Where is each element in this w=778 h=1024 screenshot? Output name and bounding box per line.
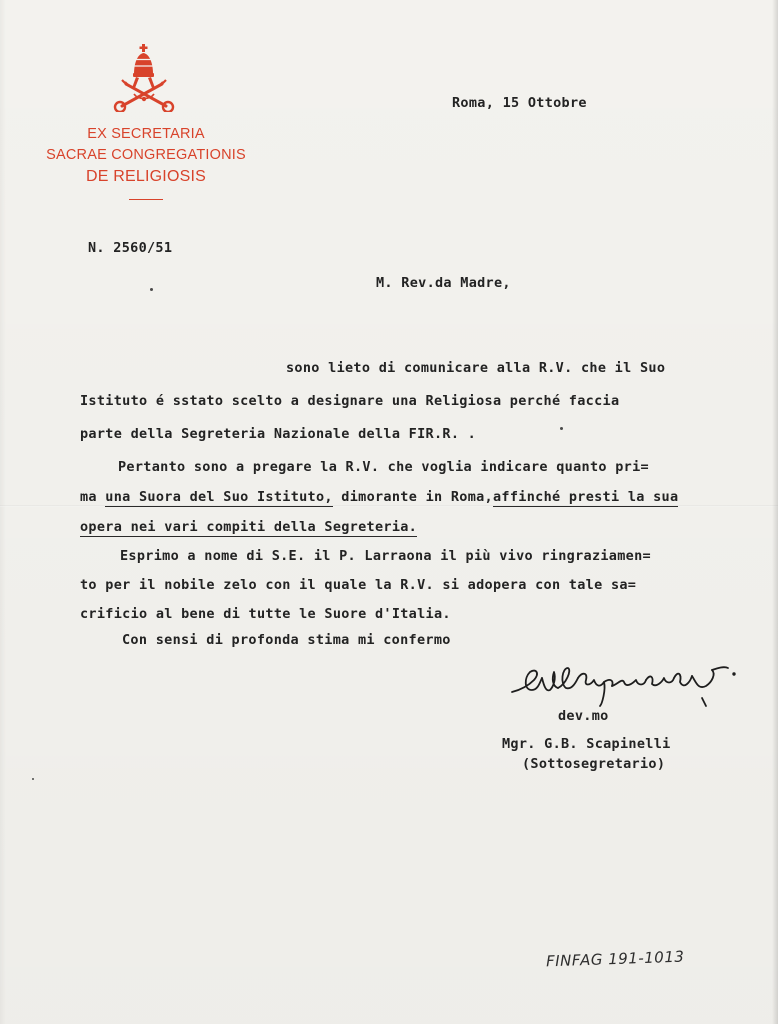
letterhead-line-1: EX SECRETARIA	[87, 126, 205, 142]
paragraph-2-line-2	[80, 482, 678, 512]
page-edge-shadow	[772, 0, 778, 1024]
paper-speck	[32, 778, 34, 780]
handwritten-signature	[506, 660, 740, 710]
paragraph-2-line-2-middle: dimorante in Roma,	[332, 489, 493, 505]
paragraph-3	[80, 542, 651, 629]
signoff: dev.mo	[558, 708, 609, 724]
underlined-phrase-2: affinché presti la sua	[493, 489, 679, 505]
letterhead-line-3: DE RELIGIOSIS	[86, 168, 206, 185]
signatory-title: (Sottosegretario)	[522, 756, 666, 772]
paragraph-1-line-3: parte della Segreteria Nazionale della FIR.R. .	[80, 426, 477, 442]
paragraph-1	[80, 352, 665, 451]
paragraph-1-line-1: sono lieto di comunicare alla R.V. che il Suo	[286, 360, 666, 376]
letterhead-line-2: SACRAE CONGREGATIONIS	[46, 147, 246, 163]
salutation: M. Rev.da Madre,	[376, 275, 511, 291]
letterhead-rule	[129, 199, 163, 200]
paragraph-2-line-2-prefix: ma	[80, 489, 106, 505]
underlined-phrase-1: una Suora del Suo Istituto,	[105, 489, 333, 505]
protocol-number: N. 2560/51	[88, 240, 173, 256]
papal-emblem-icon	[112, 44, 176, 112]
closing-line: Con sensi di profonda stima mi confermo	[122, 632, 451, 648]
paragraph-2-line-1: Pertanto sono a pregare la R.V. che voglia indicare quanto pri=	[118, 459, 649, 475]
paragraph-3-line-2: to per il nobile zelo con il quale la R.V. si adopera con tale sa=	[80, 577, 637, 593]
signatory-name: Mgr. G.B. Scapinelli	[502, 736, 671, 752]
paragraph-3-line-1: Esprimo a nome di S.E. il P. Larraona il più vivo ringraziamen=	[120, 548, 651, 564]
letter-date: Roma, 15 Ottobre	[452, 95, 587, 111]
paragraph-1-line-2: Istituto é sstato scelto a designare una Religiosa perché faccia	[80, 393, 620, 409]
archive-code: FINFAG 191-1013	[545, 947, 685, 971]
letterhead	[30, 124, 262, 200]
paper-speck	[560, 427, 563, 430]
paragraph-2	[80, 452, 678, 542]
paragraph-2-line-3	[80, 512, 678, 542]
underlined-phrase-3: opera nei vari compiti della Segreteria.	[80, 519, 418, 535]
paragraph-3-line-3: crificio al bene di tutte le Suore d'Italia.	[80, 606, 451, 622]
paper-speck	[150, 288, 153, 291]
